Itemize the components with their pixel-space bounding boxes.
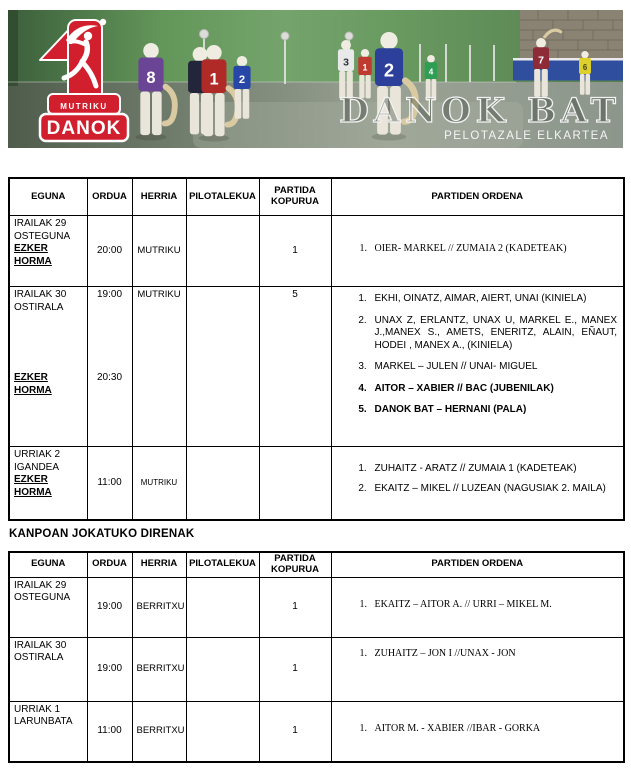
col-header-partiden-ordena: PARTIDEN ORDENA	[331, 178, 624, 216]
date-text: IRAILAK 29 OSTEGUNA	[14, 218, 71, 242]
cell-town: BERRITXU	[132, 637, 186, 701]
logo-town-label: MUTRIKU	[60, 102, 108, 111]
header-photo	[8, 10, 623, 148]
cell-match-order	[331, 637, 624, 701]
match-item: 5. DANOK BAT – HERNANI (PALA)	[370, 404, 618, 417]
table-row	[9, 577, 624, 637]
match-list	[340, 648, 620, 661]
cell-town: MUTRIKU	[132, 216, 186, 287]
banner-subtitle: PELOTAZALE ELKARTEA	[444, 130, 609, 142]
col-header-eguna: EGUNA	[9, 178, 87, 216]
match-item: 2. UNAX Z, ERLANTZ, UNAX U, MARKEL E., MANEX J.,MANEX S., AMETS, ENERITZ, ALAIN, EÑAUT, HODEI , MANEX A., (KINIELA)	[370, 315, 618, 353]
cell-time: 11:00	[87, 447, 132, 521]
col-header-herria: HERRIA	[132, 552, 186, 577]
table-row	[9, 216, 624, 287]
cell-match-order	[331, 577, 624, 637]
cell-date	[9, 216, 87, 287]
cell-match-count: 1	[259, 637, 331, 701]
match-item: 1. EKAITZ – AITOR A. // URRI – MIKEL M.	[370, 599, 618, 612]
match-item: 3. MARKEL – JULEN // UNAI- MIGUEL	[370, 361, 618, 374]
date-text: IRAILAK 30 OSTIRALA	[14, 289, 67, 313]
cell-match-order	[331, 287, 624, 447]
band-top-line	[513, 58, 623, 61]
pelotari-head	[84, 32, 92, 40]
col-header-pilotalekua: PILOTALEKUA	[186, 552, 259, 577]
away-section-title: KANPOAN JOKATUKO DIRENAK	[9, 528, 195, 540]
col-header-ordua: ORDUA	[87, 552, 132, 577]
col-header-partida-kopurua: PARTIDA KOPURUA	[259, 178, 331, 216]
cell-match-count: 1	[259, 216, 331, 287]
match-item: 1. EKHI, OINATZ, AIMAR, AIERT, UNAI (KINIELA)	[370, 293, 618, 306]
cell-time: 11:00	[87, 701, 132, 762]
match-item: 1. ZUHAITZ - ARATZ // ZUMAIA 1 (KADETEAK)	[370, 463, 618, 476]
cell-town: MUTRIKU	[132, 287, 186, 447]
cell-time: 19:00	[87, 637, 132, 701]
cell-court	[186, 287, 259, 447]
player-number: 6	[582, 62, 588, 72]
venue-text: EZKER HORMA	[14, 243, 52, 267]
cell-town: BERRITXU	[132, 577, 186, 637]
match-list	[340, 463, 620, 496]
blue-band	[513, 61, 623, 81]
player-number: 3	[343, 56, 349, 69]
match-item: 1. AITOR M. - XABIER //IBAR - GORKA	[370, 723, 618, 736]
cell-date	[9, 447, 87, 521]
cell-court	[186, 701, 259, 762]
player-number: 1	[209, 70, 219, 89]
cell-court	[186, 216, 259, 287]
match-list	[340, 723, 620, 736]
cell-court	[186, 447, 259, 521]
cell-court	[186, 637, 259, 701]
cell-court	[186, 577, 259, 637]
time-text: 19:00	[96, 289, 123, 300]
player-number: 1	[362, 62, 368, 73]
fronton-scene	[8, 10, 623, 148]
pelota-ball	[100, 19, 106, 25]
col-header-partida-kopurua: PARTIDA KOPURUA	[259, 552, 331, 577]
col-header-partiden-ordena: PARTIDEN ORDENA	[331, 552, 624, 577]
cell-date	[9, 287, 87, 447]
cell-time: 19:00	[87, 577, 132, 637]
venue-text: EZKER HORMA	[14, 372, 52, 396]
table-row	[9, 637, 624, 701]
logo-club-label: DANOK	[46, 118, 122, 139]
cell-date: IRAILAK 30 OSTIRALA	[9, 637, 87, 701]
table-header-row	[9, 552, 624, 577]
away-schedule-table	[8, 551, 625, 763]
col-header-herria: HERRIA	[132, 178, 186, 216]
cell-time: 20:00	[87, 216, 132, 287]
cell-date: URRIAK 1 LARUNBATA	[9, 701, 87, 762]
player-number: 8	[146, 68, 156, 87]
cell-match-count	[259, 447, 331, 521]
cell-match-order	[331, 701, 624, 762]
table-row	[9, 287, 624, 447]
wall-edge	[8, 10, 18, 86]
match-item: 4. AITOR – XABIER // BAC (JUBENILAK)	[370, 383, 618, 396]
player-number: 4	[428, 67, 434, 77]
table-header-row	[9, 178, 624, 216]
match-item: 1. OIER- MARKEL // ZUMAIA 2 (KADETEAK)	[370, 243, 618, 256]
col-header-eguna: EGUNA	[9, 552, 87, 577]
cell-town: BERRITXU	[132, 701, 186, 762]
cell-time	[87, 287, 132, 447]
player-number: 7	[538, 54, 544, 67]
time-text: 20:30	[96, 371, 123, 383]
cell-match-order	[331, 216, 624, 287]
player-number: 2	[383, 59, 395, 81]
match-list	[340, 599, 620, 612]
cell-date: IRAILAK 29 OSTEGUNA	[9, 577, 87, 637]
cell-match-order	[331, 447, 624, 521]
match-item: 1. ZUHAITZ – JON I //UNAX - JON	[370, 648, 618, 661]
cell-match-count: 5	[259, 287, 331, 447]
cell-match-count: 1	[259, 701, 331, 762]
cell-match-count: 1	[259, 577, 331, 637]
match-item: 2. EKAITZ – MIKEL // LUZEAN (NAGUSIAK 2. MAILA)	[370, 483, 618, 496]
home-schedule-table	[8, 177, 625, 521]
table-row	[9, 447, 624, 521]
banner-title: DANOK BAT	[339, 91, 621, 131]
match-list	[340, 293, 620, 417]
venue-text: EZKER HORMA	[14, 474, 52, 498]
cell-town: MUTRIKU	[132, 447, 186, 521]
player-number: 2	[238, 74, 246, 87]
date-text: URRIAK 2 IGANDEA	[14, 449, 61, 473]
match-list	[340, 243, 620, 256]
col-header-pilotalekua: PILOTALEKUA	[186, 178, 259, 216]
col-header-ordua: ORDUA	[87, 178, 132, 216]
table-row	[9, 701, 624, 762]
